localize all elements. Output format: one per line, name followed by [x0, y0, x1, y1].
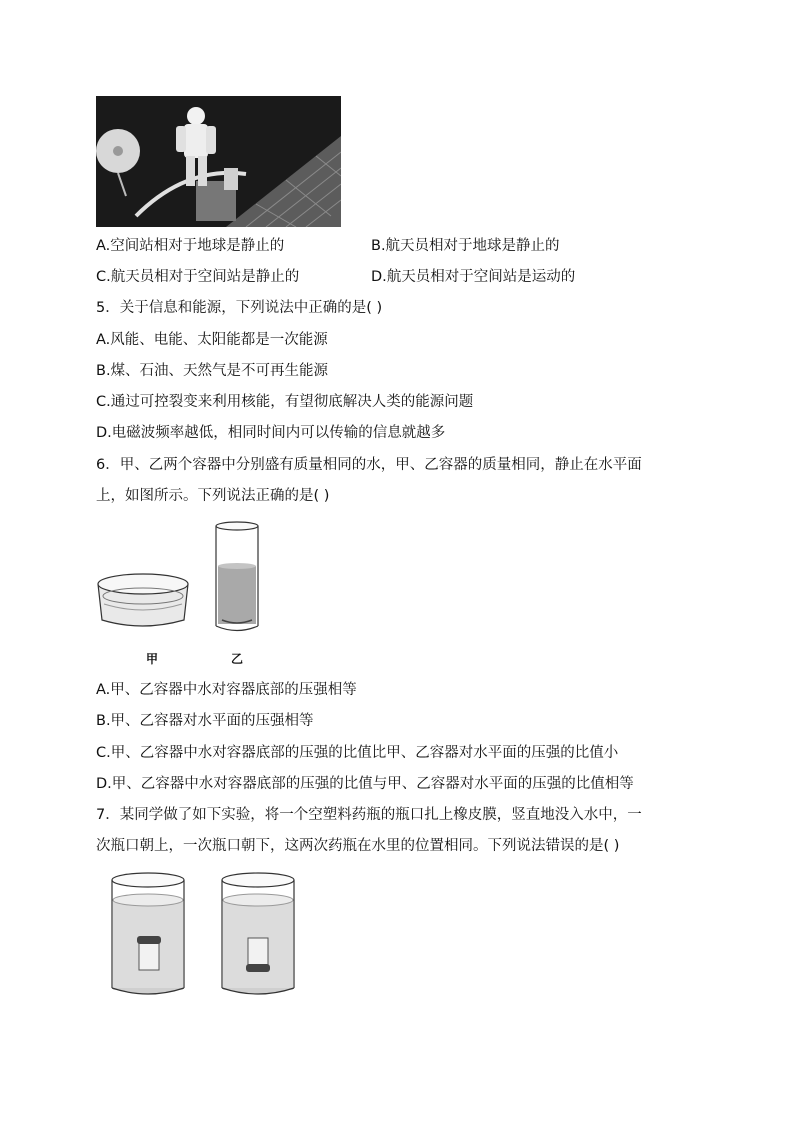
q5-option-b: B.煤、石油、天然气是不可再生能源: [96, 363, 329, 379]
figure-label-yi: 乙: [231, 652, 244, 666]
container-figure: [92, 520, 272, 645]
beaker-figure: [108, 870, 303, 1000]
q5-option-c: C.通过可控裂变来利用核能，有望彻底解决人类的能源问题: [96, 394, 474, 410]
q6-option-b: B.甲、乙容器对水平面的压强相等: [96, 713, 314, 729]
q4-option-d: D.航天员相对于空间站是运动的: [371, 269, 576, 285]
q7-stem-line1: 7．某同学做了如下实验，将一个空塑料药瓶的瓶口扎上橡皮膜，竖直地没入水中，一: [96, 807, 642, 823]
q6-option-d: D.甲、乙容器中水对容器底部的压强的比值与甲、乙容器对水平面的压强的比值相等: [96, 776, 634, 792]
q6-stem-line1: 6．甲、乙两个容器中分别盛有质量相同的水，甲、乙容器的质量相同，静止在水平面: [96, 457, 642, 473]
q4-option-c: C.航天员相对于空间站是静止的: [96, 269, 300, 285]
q4-option-b: B.航天员相对于地球是静止的: [371, 238, 560, 254]
q5-option-d: D.电磁波频率越低，相同时间内可以传输的信息就越多: [96, 425, 446, 441]
astronaut-photo: [96, 96, 341, 227]
figure-label-jia: 甲: [146, 652, 159, 666]
q6-option-c: C.甲、乙容器中水对容器底部的压强的比值比甲、乙容器对水平面的压强的比值小: [96, 745, 619, 761]
q6-option-a: A.甲、乙容器中水对容器底部的压强相等: [96, 682, 357, 698]
q5-stem: 5．关于信息和能源，下列说法中正确的是( ): [96, 300, 383, 316]
q4-option-a: A.空间站相对于地球是静止的: [96, 238, 285, 254]
q6-stem-line2: 上，如图所示。下列说法正确的是( ): [96, 488, 330, 504]
q7-stem-line2: 次瓶口朝上，一次瓶口朝下，这两次药瓶在水里的位置相同。下列说法错误的是( ): [96, 838, 620, 854]
q5-option-a: A.风能、电能、太阳能都是一次能源: [96, 332, 328, 348]
